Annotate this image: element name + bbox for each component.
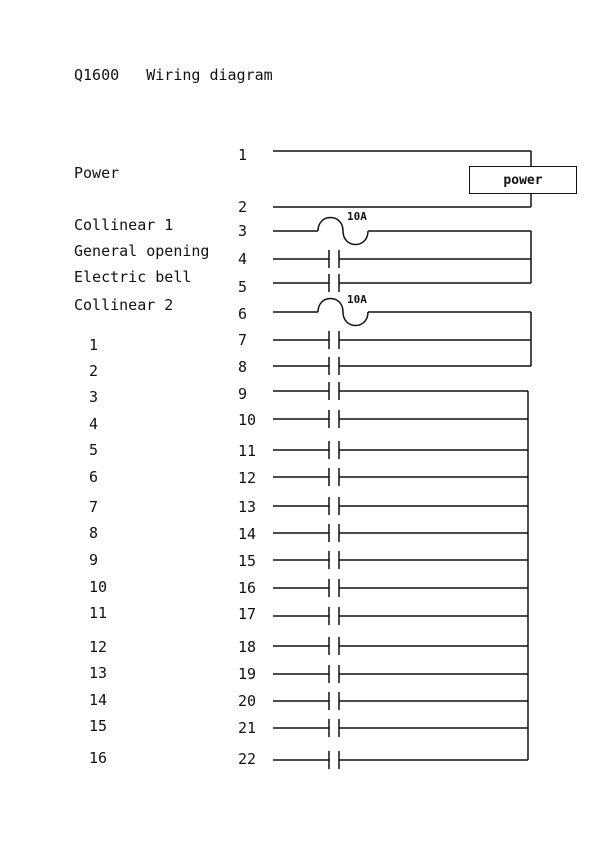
label-collinear-1: Collinear 1 <box>74 216 174 234</box>
terminal-number-4: 4 <box>238 250 248 268</box>
circuit-index-12: 12 <box>89 638 108 656</box>
circuit-index-1: 1 <box>89 336 99 354</box>
circuit-index-13: 13 <box>89 664 108 682</box>
circuit-index-6: 6 <box>89 468 99 486</box>
terminal-number-21: 21 <box>238 719 257 737</box>
label-general-opening: General opening <box>74 242 210 260</box>
circuit-index-10: 10 <box>89 578 108 596</box>
terminal-number-13: 13 <box>238 498 257 516</box>
circuit-index-16: 16 <box>89 749 108 767</box>
terminal-number-12: 12 <box>238 469 257 487</box>
terminal-number-10: 10 <box>238 411 257 429</box>
terminal-number-8: 8 <box>238 358 248 376</box>
circuit-index-3: 3 <box>89 388 99 406</box>
circuit-index-2: 2 <box>89 362 99 380</box>
terminal-number-15: 15 <box>238 552 257 570</box>
terminal-number-9: 9 <box>238 385 248 403</box>
terminal-number-3: 3 <box>238 222 248 240</box>
terminal-number-5: 5 <box>238 278 248 296</box>
fuse-label-1: 10A <box>347 210 367 223</box>
terminal-number-6: 6 <box>238 305 248 323</box>
fuse-label-2: 10A <box>347 293 367 306</box>
terminal-number-22: 22 <box>238 750 257 768</box>
terminal-number-18: 18 <box>238 638 257 656</box>
terminal-number-19: 19 <box>238 665 257 683</box>
terminal-number-11: 11 <box>238 442 257 460</box>
circuit-index-7: 7 <box>89 498 99 516</box>
terminal-number-17: 17 <box>238 605 257 623</box>
circuit-index-11: 11 <box>89 604 108 622</box>
power-box-label: power <box>503 172 543 188</box>
fuse-collinear-2-symbol <box>318 299 368 326</box>
terminal-number-2: 2 <box>238 198 248 216</box>
label-power: Power <box>74 164 120 182</box>
circuit-index-8: 8 <box>89 524 99 542</box>
label-collinear-2: Collinear 2 <box>74 296 174 314</box>
terminal-number-20: 20 <box>238 692 257 710</box>
terminal-number-16: 16 <box>238 579 257 597</box>
circuit-index-5: 5 <box>89 441 99 459</box>
circuit-index-4: 4 <box>89 415 99 433</box>
label-electric-bell: Electric bell <box>74 268 192 286</box>
circuit-index-14: 14 <box>89 691 108 709</box>
circuit-index-9: 9 <box>89 551 99 569</box>
fuse-collinear-1-symbol <box>318 218 368 245</box>
terminal-number-1: 1 <box>238 146 248 164</box>
terminal-number-7: 7 <box>238 331 248 349</box>
page-title: Q1600 Wiring diagram <box>74 66 273 84</box>
circuit-index-15: 15 <box>89 717 108 735</box>
terminal-number-14: 14 <box>238 525 257 543</box>
